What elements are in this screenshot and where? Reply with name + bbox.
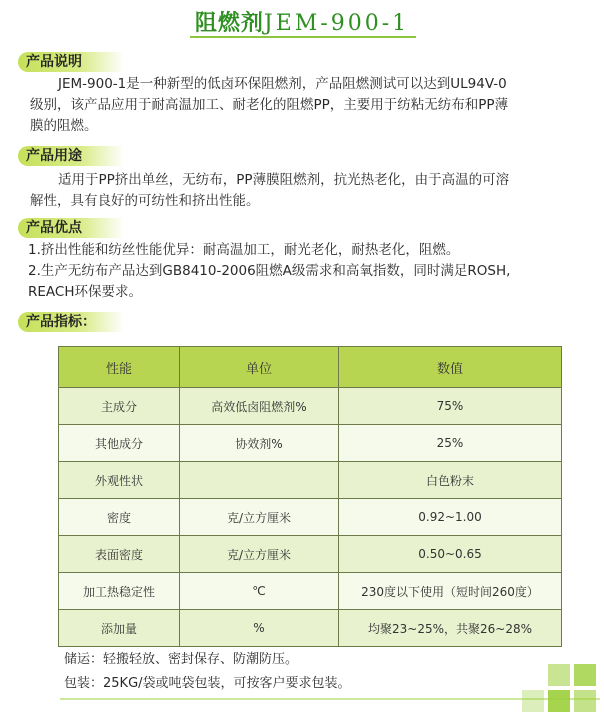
advantages-text <box>28 240 588 303</box>
cell-unit: 协效剂% <box>180 425 339 462</box>
section-heading-usage: 产品用途 <box>18 146 124 166</box>
cell-property: 添加量 <box>59 610 180 647</box>
advantage-line: 2.生产无纺布产品达到GB8410-2006阻燃A级需求和高氧指数，同时满足ROSH, <box>28 263 511 279</box>
cell-property: 其他成分 <box>59 425 180 462</box>
cell-value: 0.50~0.65 <box>339 536 562 573</box>
title-underline <box>190 36 416 38</box>
spec-table <box>58 346 562 647</box>
table-row <box>59 388 562 425</box>
header-value: 数值 <box>339 347 562 388</box>
cell-value: 25% <box>339 425 562 462</box>
cell-property: 外观性状 <box>59 462 180 499</box>
table-row <box>59 610 562 647</box>
header-unit: 单位 <box>180 347 339 388</box>
packaging-note: 包装：25KG/袋或吨袋包装，可按客户要求包装。 <box>64 676 351 691</box>
section-heading-specs: 产品指标： <box>18 312 124 332</box>
usage-text <box>30 170 590 212</box>
cell-unit: 克/立方厘米 <box>180 499 339 536</box>
cell-property: 主成分 <box>59 388 180 425</box>
table-row <box>59 536 562 573</box>
cell-unit: 高效低卤阻燃剂% <box>180 388 339 425</box>
table-row <box>59 462 562 499</box>
cell-unit: % <box>180 610 339 647</box>
cell-value: 75% <box>339 388 562 425</box>
cell-value: 0.92~1.00 <box>339 499 562 536</box>
table-row <box>59 425 562 462</box>
section-heading-description: 产品说明 <box>18 52 124 72</box>
advantage-line: 1.挤出性能和纺丝性能优异：耐高温加工，耐光老化，耐热老化，阻燃。 <box>28 242 460 258</box>
header-property: 性能 <box>59 347 180 388</box>
title-model: JEM-900-1 <box>263 11 410 36</box>
cell-value: 均聚23~25%，共聚26~28% <box>339 610 562 647</box>
advantage-line: REACH环保要求。 <box>28 284 142 300</box>
table-row <box>59 573 562 610</box>
title-cn: 阻燃剂 <box>194 11 264 36</box>
description-line: 膜的阻燃。 <box>30 118 98 134</box>
cell-property: 密度 <box>59 499 180 536</box>
cell-unit: 克/立方厘米 <box>180 536 339 573</box>
cell-property: 表面密度 <box>59 536 180 573</box>
usage-line: 解性，具有良好的可纺性和挤出性能。 <box>30 193 260 209</box>
section-heading-advantages: 产品优点 <box>18 218 124 238</box>
table-row <box>59 499 562 536</box>
description-line: JEM-900-1是一种新型的低卤环保阻燃剂，产品阻燃测试可以达到UL94V-0 <box>58 76 507 92</box>
usage-line: 适用于PP挤出单丝，无纺布，PP薄膜阻燃剂，抗光热老化，由于高温的可溶 <box>58 172 510 188</box>
table-header-row <box>59 347 562 388</box>
description-text <box>30 74 590 137</box>
description-line: 级别，该产品应用于耐高温加工、耐老化的阻燃PP，主要用于纺粘无纺布和PP薄 <box>30 97 509 113</box>
storage-note: 储运：轻搬轻放、密封保存、防潮防压。 <box>64 652 299 667</box>
cell-unit <box>180 462 339 499</box>
page-title <box>0 6 604 40</box>
cell-unit: ℃ <box>180 573 339 610</box>
cell-property: 加工热稳定性 <box>59 573 180 610</box>
cell-value: 230度以下使用（短时间260度） <box>339 573 562 610</box>
cell-value: 白色粉末 <box>339 462 562 499</box>
